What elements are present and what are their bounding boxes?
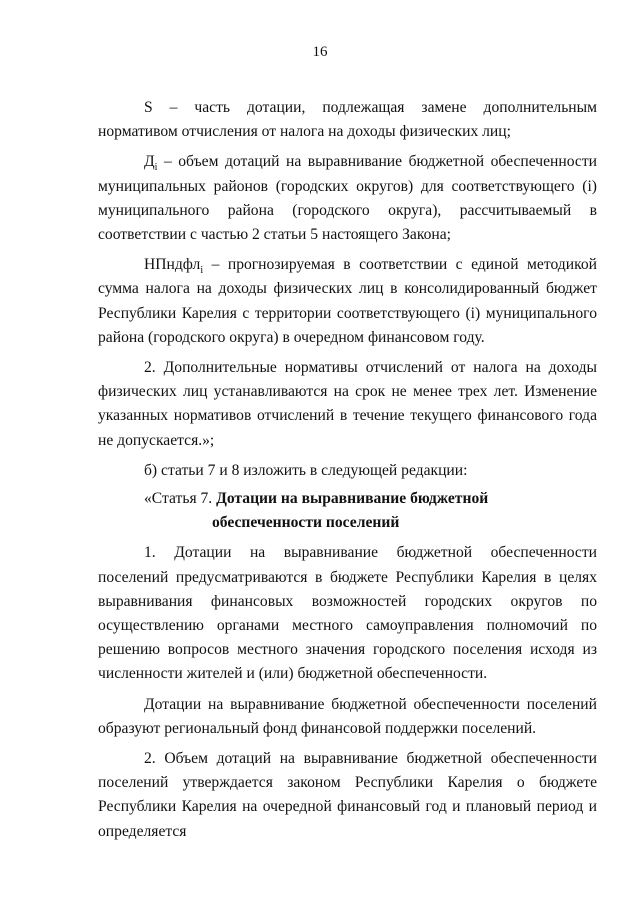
- article-7-heading: [98, 487, 597, 511]
- paragraph-article-7-part-2: 2. Объем дотаций на выравнивание бюджетной обеспеченности поселений утверждается законом Республики Карелия о бюджете Республики Карелия на очередной финансовый год и плановый период и определяется: [98, 750, 597, 840]
- paragraph-s-definition: S – часть дотации, подлежащая замене дополнительным нормативом отчисления от налога на доходы физических лиц;: [98, 99, 597, 141]
- symbol-npndfl-subscript: i: [200, 265, 204, 277]
- document-body: [98, 96, 597, 850]
- article-7-prefix: «Статья 7.: [144, 490, 217, 508]
- paragraph-d-definition: [98, 150, 597, 247]
- paragraph-d-text: – объем дотаций на выравнивание бюджетной обеспеченности муниципальных районов (городских округов) для соответствующего (i) муниципального района (городского округа), рассчитываемый в соответствии с частью 2 статьи 5 настоящего Закона;: [98, 153, 597, 244]
- paragraph-amendment-b: б) статьи 7 и 8 изложить в следующей редакции:: [144, 461, 468, 479]
- paragraph-regional-fund: Дотации на выравнивание бюджетной обеспеченности поселений образуют региональный фонд финансовой поддержки поселений.: [98, 695, 597, 737]
- paragraph-additional-norms: 2. Дополнительные нормативы отчислений от налога на доходы физических лиц устанавливаются на срок не менее трех лет. Изменение указанных нормативов отчислений в течение текущего финансового года не допускается.»;: [98, 359, 597, 449]
- paragraph-npndfl-text: – прогнозируемая в соответствии с единой методикой сумма налога на доходы физических лиц в консолидированный бюджет Республики Карелия с территории соответствующего (i) муниципального района (городского округа) в очередном финансовом году.: [98, 256, 597, 346]
- symbol-d: Д: [144, 153, 155, 171]
- page-number: 16: [312, 44, 328, 60]
- article-7-title-line-1: Дотации на выравнивание бюджетной: [216, 490, 489, 508]
- paragraph-article-7-part-1: 1. Дотации на выравнивание бюджетной обеспеченности поселений предусматриваются в бюджете Республики Карелия в целях выравнивания финансовых возможностей городских округов по осуществлению органами местного самоуправления полномочий по решению вопросов местного значения городского поселения исходя из численности жителей и (или) бюджетной обеспеченности.: [98, 544, 597, 683]
- symbol-d-subscript: i: [154, 162, 158, 174]
- paragraph-npndfl-definition: [98, 253, 597, 350]
- article-7-title-line-2: обеспеченности поселений: [212, 514, 400, 532]
- symbol-npndfl: НПндфл: [144, 256, 201, 274]
